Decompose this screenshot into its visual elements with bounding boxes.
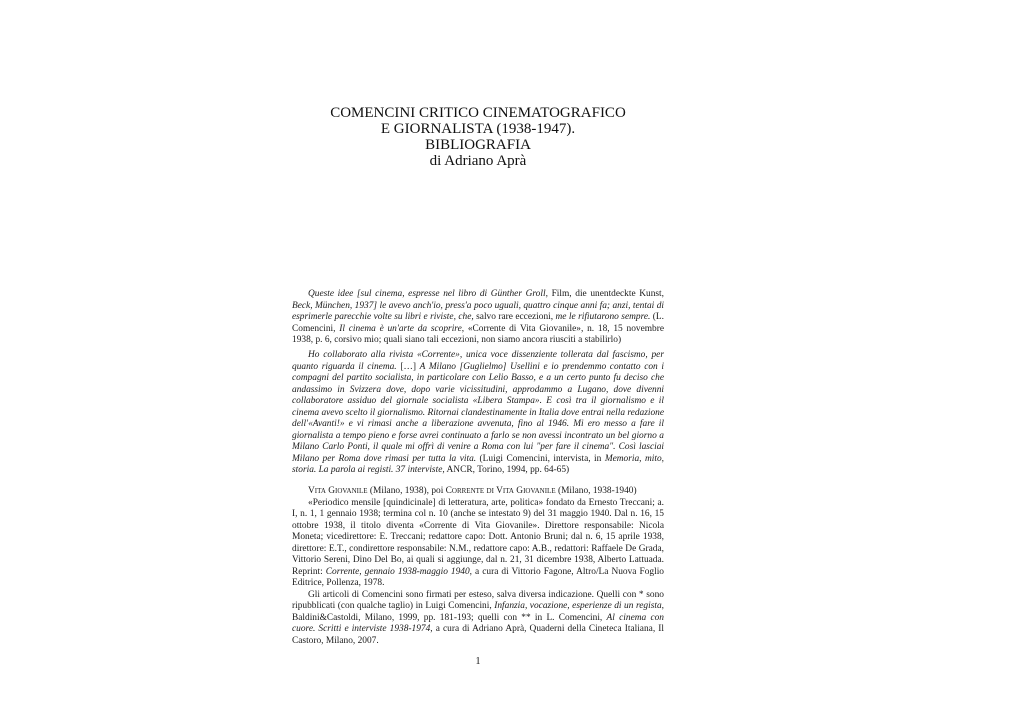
epigraph-quote-1 (292, 289, 664, 347)
quote-text: me le rifiutarono sempre. (555, 312, 651, 322)
heading-text: (Milano, 1938-1940) (555, 486, 637, 496)
book-title: Al cinema con cuore. Scritti e interviste 1938-1974 (292, 612, 664, 634)
book-title: Memoria, mito, storia. La parola ai registi. 37 interviste (292, 453, 664, 475)
quote-text: A Milano [Guglielmo] Usellini e io prendemmo contatto con i compagni del partito socialista, in particolare con Lelio Basso, e a un certo punto fu deciso che andassimo in Svizzera dove, dopo varie vicissitudini, approdammo a Lugano, dove divenni collaboratore assiduo del giornale socialista «Libera Stampa». E così tra il giornalismo e il cinema avevo scelto il giornalismo. Ritornai clandestinamente in Italia dove entrai nella redazione dell'«Avanti!» e vi rimasi anche a liberazione avvenuta, fino al 1946. Mi ero messo a fare il giornalista a tempo pieno e forse avrei continuato a farlo se non avessi incontrato un bel giorno a Milano Carlo Ponti, il quale mi offrì di venire a Roma con lui "per fare il cinema". Così lasciai Milano per Roma dove rimasi per tutta la vita. (292, 361, 664, 464)
periodical-description (292, 498, 664, 590)
citation-text: , ANCR, Torino, 1994, pp. 64-65) (442, 465, 570, 475)
periodical-name: Corrente di Vita Giovanile (445, 486, 556, 496)
epigraph-paragraph (292, 350, 664, 477)
periodical-heading (292, 486, 664, 498)
page-number: 1 (475, 656, 481, 667)
quote-text: Queste idee [sul cinema, espresse nel libro di Günther Groll, (308, 289, 548, 299)
epigraph-quote-2 (292, 350, 664, 477)
book-title: Infanzia, vocazione, esperienze di un regista (494, 601, 662, 611)
description-text: , a cura di Vittorio Fagone, Altro/La Nuova Foglio Editrice, Pollenza, 1978. (292, 566, 664, 588)
chapter-title (292, 105, 664, 169)
description-text: «Periodico mensile [quindicinale] di letteratura, arte, politica» fondato da Ernesto Treccani; a. I, n. 1, 1 gennaio 1938; termina col n. 10 (anche se intestato 9) del 31 maggio 1940. Dal n. 16, 15 ottobre 1938, il titolo diventa «Corrente di Vita Giovanile». Direttore responsabile: Nicola Moneta; vicedirettore: E. Treccani; redattore capo: Dott. Antonio Bruni; dal n. 6, 15 aprile 1938, direttore: E.T., condirettore responsabile: N.M., redattore capo: A.B., redattori: Raffaele De Grada, Vittorio Sereni, Dino Del Bo, ai quali si aggiunge, dal n. 21, 31 dicembre 1938, Alberto Lattuada. Reprint: (292, 497, 664, 577)
author-line: di Adriano Aprà (429, 153, 527, 169)
quote-text: Beck, München, 1937] le avevo anch'io, press'a poco uguali, quattro cinque anni fa; anzi, tentai di esprimerle parecchie volte su libri e riviste, che, (292, 300, 664, 322)
title-line-3: BIBLIOGRAFIA (425, 137, 531, 153)
heading-text: (Milano, 1938), poi (367, 486, 446, 496)
note-text: , Baldini&Castoldi, Milano, 1999, pp. 181-193; quelli con ** in L. Comencini, (292, 601, 664, 623)
note-text: , a cura di Adriano Aprà, Quaderni della Cineteca Italiana, Il Castoro, Milano, 2007. (292, 624, 664, 646)
citation-text: (Luigi Comencini, intervista, in (476, 453, 605, 464)
citation-text: , «Corrente di Vita Giovanile», n. 18, 15 novembre 1938, p. 6, corsivo mio; quali siano tali eccezioni, non siamo ancora riusciti a stabilirlo) (292, 323, 664, 345)
note-text: Gli articoli di Comencini sono firmati per esteso, salva diversa indicazione. Quelli con * sono ripubblicati (con qualche taglio) in Luigi Comencini, (292, 589, 664, 611)
epigraph-paragraph (292, 289, 664, 347)
reprint-title: Corrente, gennaio 1938-maggio 1940 (325, 566, 470, 577)
title-line-1: COMENCINI CRITICO CINEMATOGRAFICO (330, 105, 626, 121)
quote-text: Ho collaborato alla rivista «Corrente», unica voce dissenziente tollerata dal fascismo, per quanto riguarda il cinema. (292, 350, 664, 372)
articles-note (292, 590, 664, 648)
title-line-2: E GIORNALISTA (1938-1947). (380, 121, 576, 137)
article-title: Il cinema è un'arte da scoprire (339, 323, 462, 334)
periodical-name: Vita Giovanile (308, 486, 368, 496)
bibliography-section (292, 486, 664, 647)
ellipsis: […] (396, 361, 420, 372)
quote-text: salvo rare eccezioni, (473, 312, 556, 322)
book-title: Film, die unentdeckte Kunst, (547, 289, 665, 299)
citation-text: (L. Comencini, (292, 312, 664, 334)
